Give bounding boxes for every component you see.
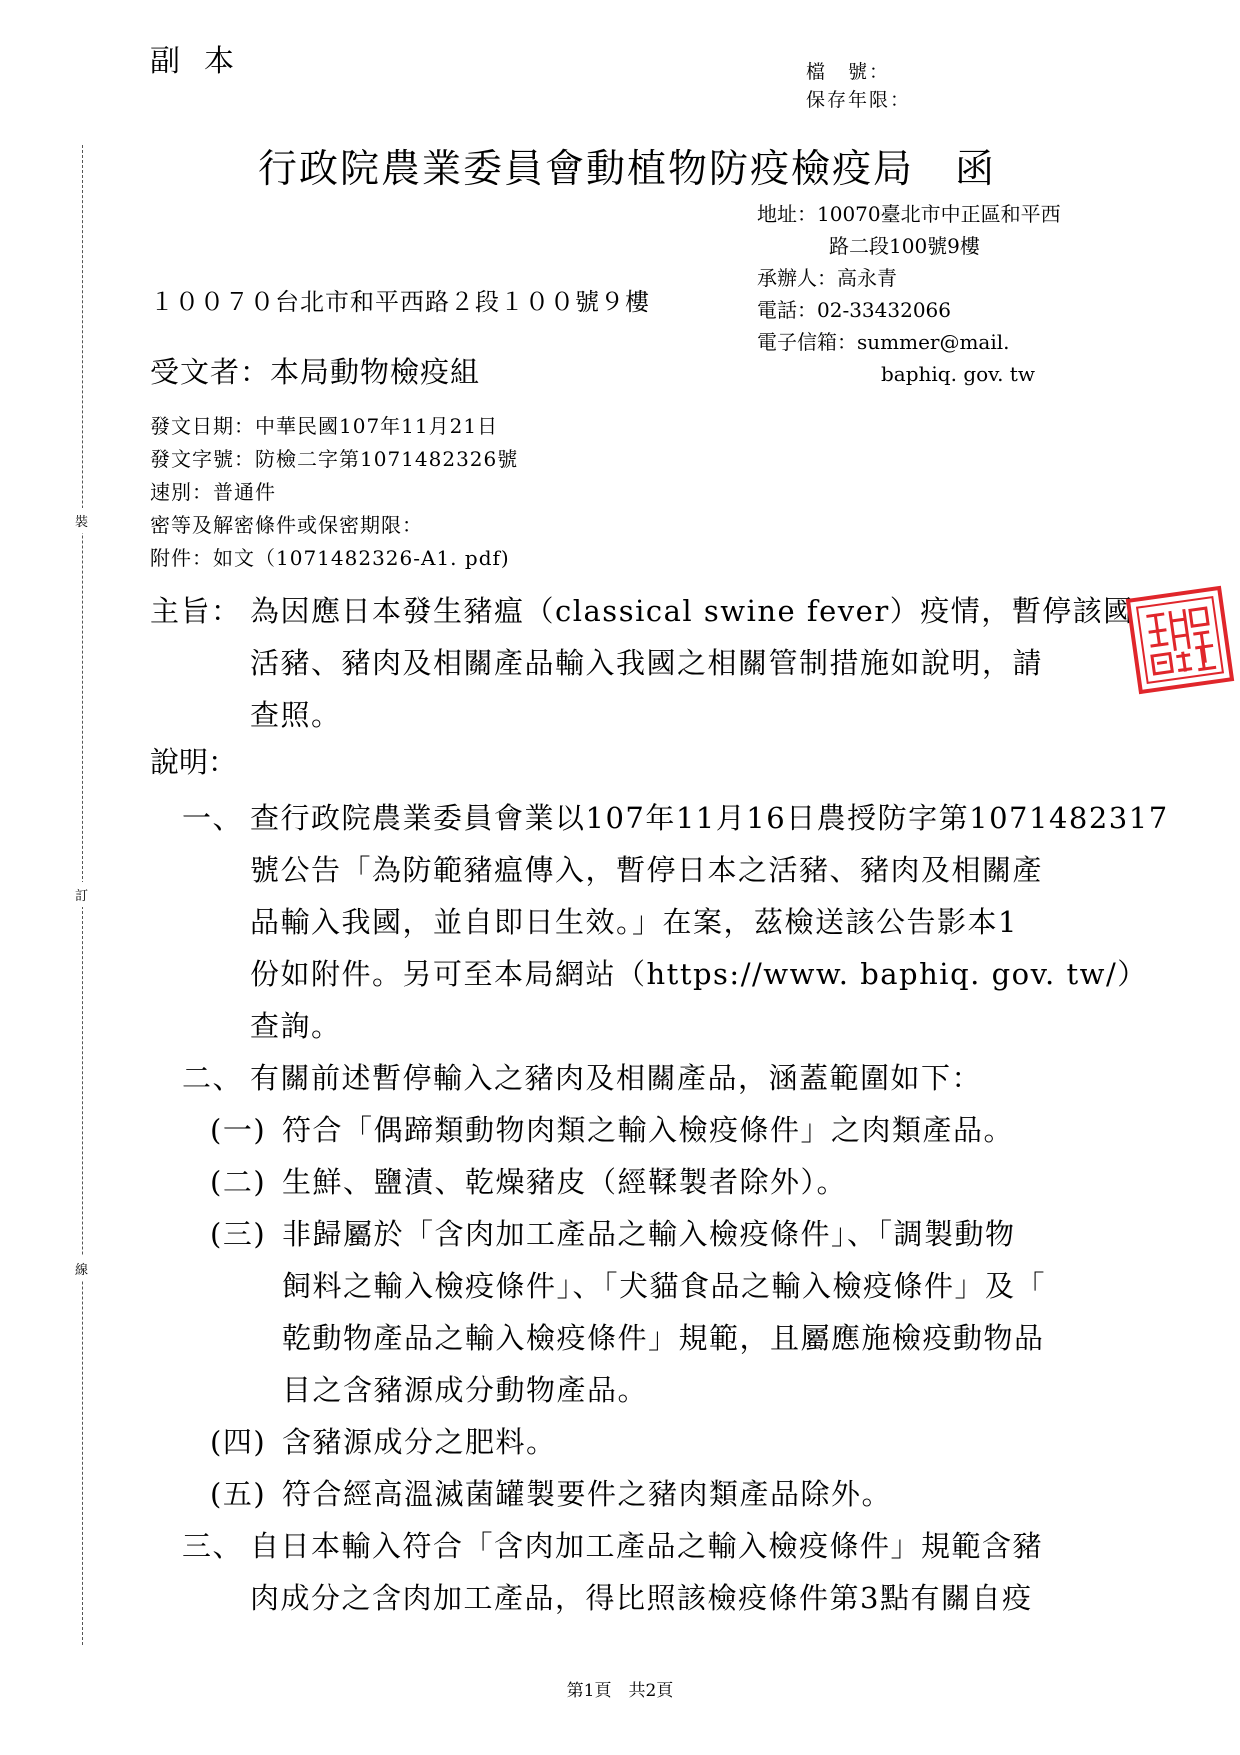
item-line: 肉成分之含肉加工產品，得比照該檢疫條件第3點有關自疫: [250, 1581, 1033, 1615]
subject-label: 主旨：: [150, 594, 242, 628]
secrecy-class: 密等及解密條件或保密期限：: [150, 513, 423, 537]
sub-item-line: 飼料之輸入檢疫條件」、「犬貓食品之輸入檢疫條件」及「: [282, 1269, 1047, 1303]
sub-item-text: 含豬源成分之肥料。: [282, 1425, 557, 1459]
sub-item-line: 目之含豬源成分動物產品。: [282, 1373, 649, 1407]
retention-label: 保存年限：: [806, 89, 912, 111]
document-title: 行政院農業委員會動植物防疫檢疫局 函: [258, 147, 997, 192]
item-line: 品輸入我國，並自即日生效。」在案，茲檢送該公告影本1: [250, 905, 1018, 939]
sub-item-number: (一): [210, 1113, 267, 1147]
page-footer: 第1頁 共2頁: [566, 1681, 674, 1701]
sender-address-line2: 路二段100號9樓: [829, 234, 980, 258]
explanation-item-2: [182, 1052, 982, 1104]
item-line: 自日本輸入符合「含肉加工產品之輸入檢疫條件」規範含豬: [250, 1529, 1044, 1563]
file-number-label: 檔 號：: [806, 61, 891, 83]
sub-item-5: [210, 1468, 892, 1520]
sender-email-line1: 電子信箱：summer@mail.: [757, 330, 1010, 354]
explanation-item-3: [182, 1520, 1043, 1624]
item-number: 一、: [182, 801, 244, 835]
sub-item-line: 非歸屬於「含肉加工產品之輸入檢疫條件」、「調製動物: [282, 1217, 1016, 1251]
mail-address: １００７０台北市和平西路２段１００號９樓: [150, 288, 650, 316]
sub-item-text: 符合「偶蹄類動物肉類之輸入檢疫條件」之肉類產品。: [282, 1113, 1015, 1147]
subject-line: 活豬、豬肉及相關產品輸入我國之相關管制措施如說明，請: [250, 646, 1044, 680]
sender-email-line2: baphiq. gov. tw: [881, 362, 1035, 386]
file-meta: [806, 58, 911, 114]
attachment-info: 附件：如文（1071482326-A1. pdf): [150, 546, 510, 570]
issue-date: 發文日期：中華民國107年11月21日: [150, 414, 499, 438]
explanation-item-1: [182, 792, 1169, 1052]
item-number: 三、: [182, 1529, 244, 1563]
sender-phone: 電話：02-33432066: [757, 298, 952, 322]
sub-item-text: 符合經高溫滅菌罐製要件之豬肉類產品除外。: [282, 1477, 893, 1511]
recipient: 受文者：本局動物檢疫組: [150, 355, 481, 389]
item-line: 查行政院農業委員會業以107年11月16日農授防字第1071482317: [250, 801, 1169, 835]
sub-item-number: (四): [210, 1425, 267, 1459]
sub-item-line: 乾動物產品之輸入檢疫條件」規範，且屬應施檢疫動物品: [282, 1321, 1045, 1355]
sub-item-1: [210, 1104, 1014, 1156]
item-line: 查詢。: [250, 1009, 342, 1043]
subject-line: 為因應日本發生豬瘟（classical swine fever）疫情，暫停該國: [250, 594, 1134, 628]
subject: [150, 585, 1134, 741]
sub-item-number: (二): [210, 1165, 267, 1199]
sub-item-2: [210, 1156, 847, 1208]
copy-label: 副本: [150, 44, 258, 79]
speed-class: 速別：普通件: [150, 480, 276, 504]
sub-item-3: [210, 1208, 1046, 1416]
binding-mark-ding: 訂: [75, 882, 88, 907]
sub-item-text: 生鮮、鹽漬、乾燥豬皮（經鞣製者除外）。: [282, 1165, 848, 1199]
item-line: 有關前述暫停輸入之豬肉及相關產品，涵蓋範圍如下：: [250, 1061, 983, 1095]
issue-number: 發文字號：防檢二字第1071482326號: [150, 447, 519, 471]
subject-line: 查照。: [250, 698, 342, 732]
document-meta: [150, 410, 518, 575]
sender-address-line1: 地址：10070臺北市中正區和平西: [757, 202, 1061, 226]
explanation-label: 說明：: [150, 745, 238, 779]
sub-item-4: [210, 1416, 557, 1468]
sub-item-number: (三): [210, 1217, 267, 1251]
sender-handler: 承辦人：高永青: [757, 266, 897, 290]
item-number: 二、: [182, 1061, 244, 1095]
item-line: 號公告「為防範豬瘟傳入，暫停日本之活豬、豬肉及相關產: [250, 853, 1044, 887]
official-seal: [1124, 584, 1237, 697]
sender-info: [757, 198, 1061, 390]
sub-item-number: (五): [210, 1477, 267, 1511]
binding-mark-xian: 線: [75, 1256, 88, 1281]
item-line: 份如附件。另可至本局網站（https://www. baphiq. gov. tw/）: [250, 957, 1148, 991]
binding-mark-zhuang: 裝: [75, 508, 88, 533]
